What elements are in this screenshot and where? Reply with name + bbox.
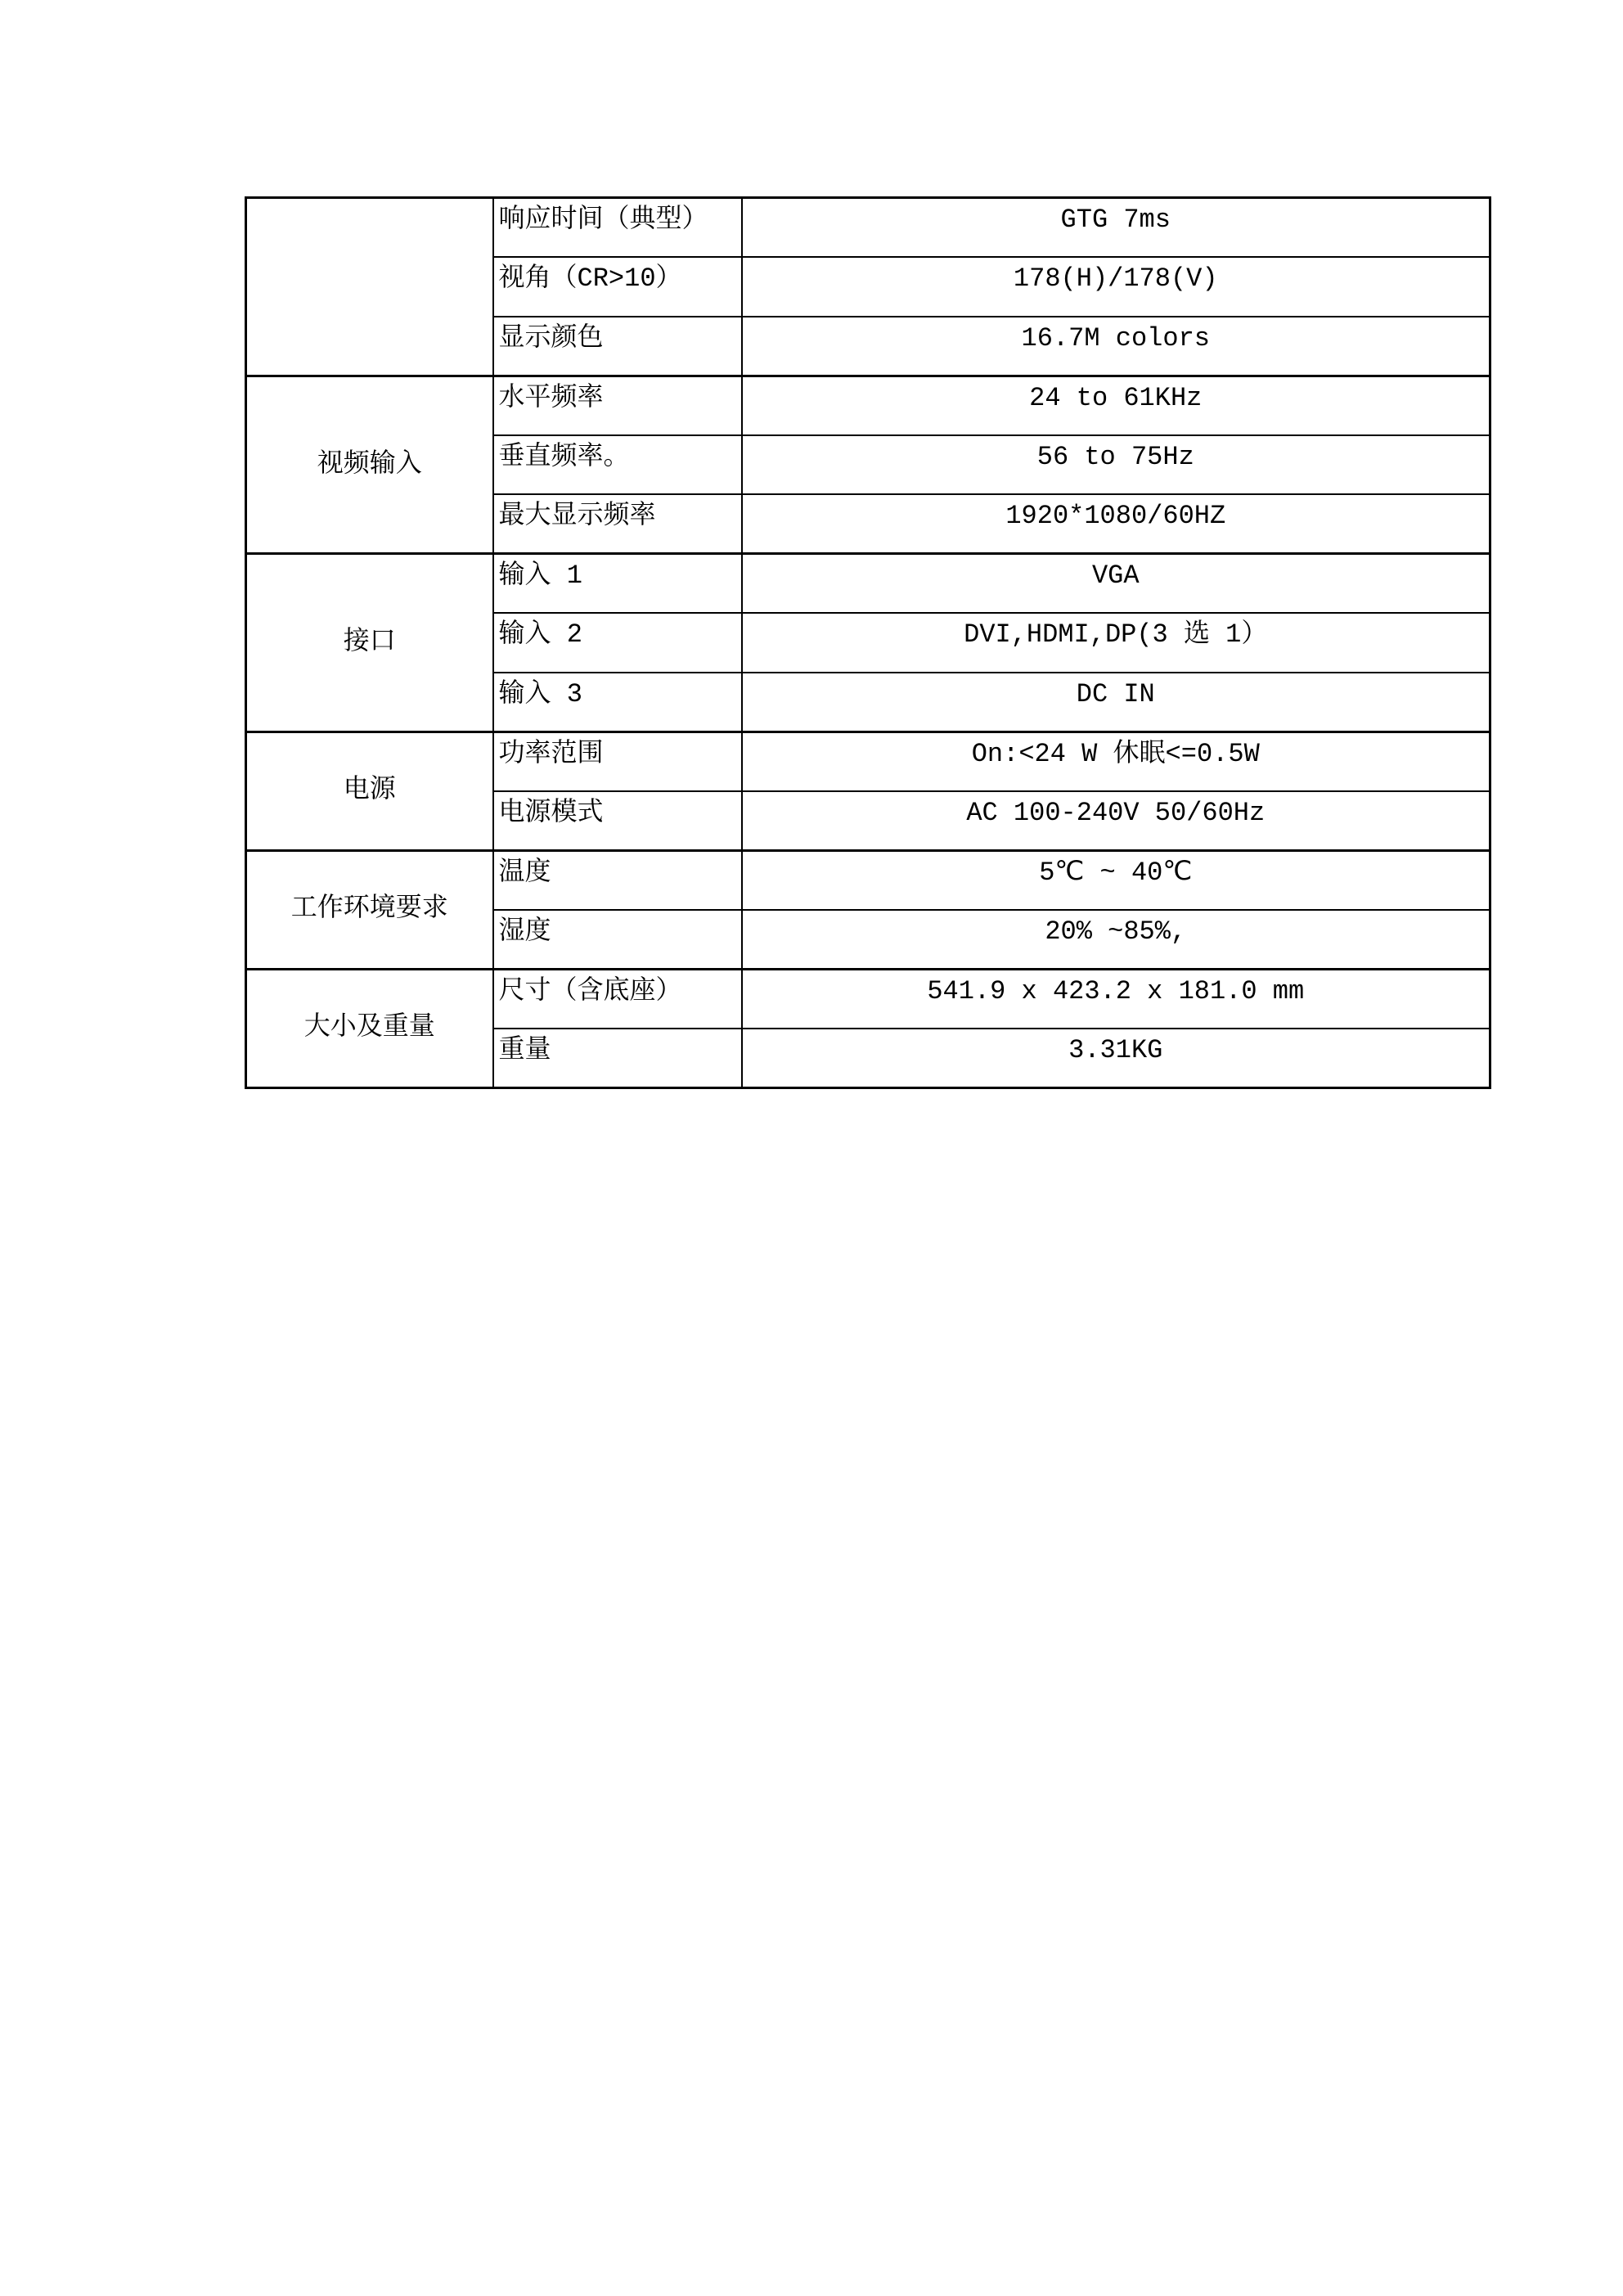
spec-value-dimensions: 541.9 x 423.2 x 181.0 mm bbox=[742, 969, 1490, 1029]
spec-value-max-display-frequency: 1920*1080/60HZ bbox=[742, 494, 1490, 554]
group-cell-size-weight: 大小及重量 bbox=[246, 969, 493, 1087]
row-dimensions bbox=[246, 969, 1490, 1029]
spec-value-display-colors: 16.7M colors bbox=[742, 317, 1490, 376]
spec-label-viewing-angle: 视角（CR>10） bbox=[493, 257, 742, 317]
spec-value-power-mode: AC 100-240V 50/60Hz bbox=[742, 791, 1490, 851]
row-horizontal-frequency bbox=[246, 376, 1490, 435]
row-response-time bbox=[246, 198, 1490, 258]
spec-value-weight: 3.31KG bbox=[742, 1029, 1490, 1088]
spec-label-weight: 重量 bbox=[493, 1029, 742, 1088]
spec-label-temperature: 温度 bbox=[493, 850, 742, 910]
group-cell-video-input: 视频输入 bbox=[246, 376, 493, 554]
spec-value-horizontal-frequency: 24 to 61KHz bbox=[742, 376, 1490, 435]
spec-label-max-display-frequency: 最大显示频率 bbox=[493, 494, 742, 554]
group-cell-operating-environment: 工作环境要求 bbox=[246, 850, 493, 969]
spec-value-temperature: 5℃ ~ 40℃ bbox=[742, 850, 1490, 910]
spec-label-input-2: 输入 2 bbox=[493, 613, 742, 673]
spec-label-dimensions: 尺寸（含底座） bbox=[493, 969, 742, 1029]
spec-label-power-range: 功率范围 bbox=[493, 732, 742, 791]
row-power-range bbox=[246, 732, 1490, 791]
spec-table bbox=[245, 196, 1491, 1089]
spec-label-humidity: 湿度 bbox=[493, 910, 742, 970]
spec-label-power-mode: 电源模式 bbox=[493, 791, 742, 851]
group-cell-power: 电源 bbox=[246, 732, 493, 850]
spec-label-vertical-frequency: 垂直频率。 bbox=[493, 435, 742, 495]
spec-value-response-time: GTG 7ms bbox=[742, 198, 1490, 258]
spec-value-input-1: VGA bbox=[742, 554, 1490, 614]
group-cell-interface: 接口 bbox=[246, 554, 493, 732]
spec-label-horizontal-frequency: 水平频率 bbox=[493, 376, 742, 435]
row-input-1 bbox=[246, 554, 1490, 614]
spec-value-humidity: 20% ~85%, bbox=[742, 910, 1490, 970]
row-temperature bbox=[246, 850, 1490, 910]
spec-value-vertical-frequency: 56 to 75Hz bbox=[742, 435, 1490, 495]
spec-label-display-colors: 显示颜色 bbox=[493, 317, 742, 376]
spec-label-response-time: 响应时间（典型） bbox=[493, 198, 742, 258]
spec-label-input-1: 输入 1 bbox=[493, 554, 742, 614]
spec-value-power-range: On:<24 W 休眠<=0.5W bbox=[742, 732, 1490, 791]
spec-value-input-3: DC IN bbox=[742, 673, 1490, 732]
spec-value-input-2: DVI,HDMI,DP(3 选 1） bbox=[742, 613, 1490, 673]
spec-value-viewing-angle: 178(H)/178(V) bbox=[742, 257, 1490, 317]
spec-label-input-3: 输入 3 bbox=[493, 673, 742, 732]
group-cell-blank bbox=[246, 198, 493, 376]
